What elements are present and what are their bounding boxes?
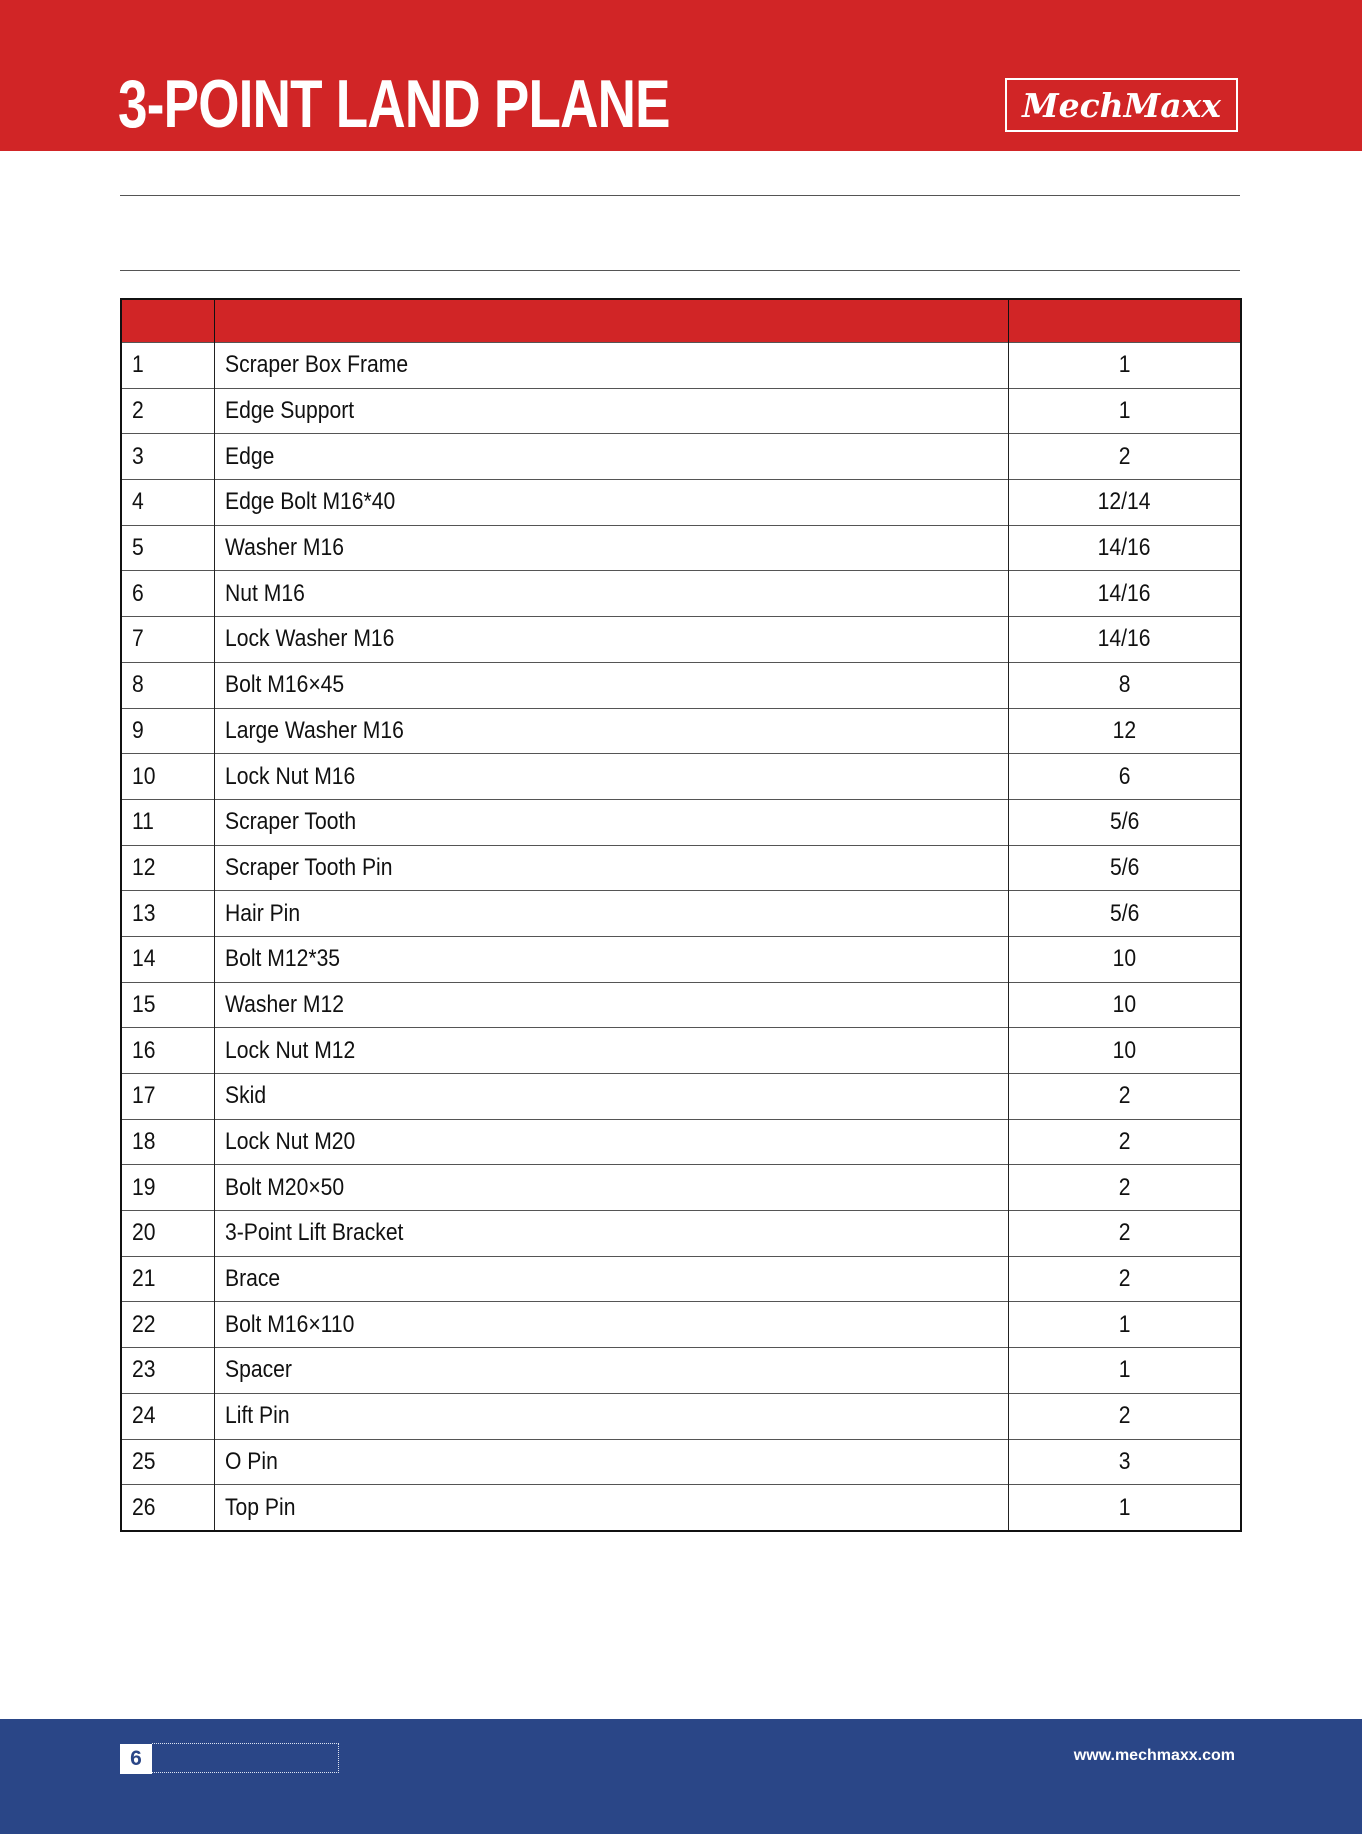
cell-qty bbox=[1008, 480, 1241, 526]
cell-qty-text: 2 bbox=[1118, 1173, 1131, 1201]
cell-no bbox=[121, 571, 214, 617]
cell-description-text: Edge Support bbox=[224, 397, 354, 425]
cell-description-text: Brace bbox=[224, 1265, 280, 1293]
cell-no bbox=[121, 388, 214, 434]
cell-qty bbox=[1008, 708, 1241, 754]
cell-description bbox=[214, 799, 1008, 845]
footer-bar bbox=[0, 1719, 1362, 1834]
cell-description-text: Large Washer M16 bbox=[224, 716, 404, 744]
cell-description-text: Edge bbox=[224, 442, 274, 470]
table-row bbox=[121, 388, 1241, 434]
cell-description bbox=[214, 617, 1008, 663]
cell-no-text: 15 bbox=[132, 990, 156, 1018]
table-row bbox=[121, 525, 1241, 571]
cell-no bbox=[121, 1165, 214, 1211]
cell-qty bbox=[1008, 434, 1241, 480]
cell-no-text: 19 bbox=[132, 1173, 156, 1201]
cell-qty-text: 10 bbox=[1112, 945, 1136, 973]
table-row bbox=[121, 480, 1241, 526]
cell-description bbox=[214, 1485, 1008, 1531]
cell-qty bbox=[1008, 343, 1241, 389]
page-number: 6 bbox=[120, 1744, 152, 1774]
cell-description-text: Edge Bolt M16*40 bbox=[224, 488, 395, 516]
brand-logo-text: MechMaxx bbox=[1022, 85, 1221, 125]
cell-no-text: 8 bbox=[132, 671, 144, 699]
cell-no-text: 9 bbox=[132, 716, 144, 744]
cell-no bbox=[121, 1348, 214, 1394]
divider-top bbox=[120, 195, 1240, 196]
cell-description-text: Top Pin bbox=[224, 1493, 295, 1521]
cell-description-text: 3-Point Lift Bracket bbox=[224, 1219, 403, 1247]
cell-description bbox=[214, 343, 1008, 389]
page-number-dotted-box bbox=[152, 1743, 339, 1773]
page-title: 3-POINT LAND PLANE bbox=[118, 66, 670, 142]
table-row bbox=[121, 891, 1241, 937]
cell-no bbox=[121, 1302, 214, 1348]
cell-no-text: 25 bbox=[132, 1447, 156, 1475]
cell-description-text: Bolt M16×45 bbox=[224, 671, 344, 699]
cell-description bbox=[214, 662, 1008, 708]
cell-no-text: 5 bbox=[132, 534, 144, 562]
cell-qty-text: 3 bbox=[1118, 1447, 1131, 1475]
cell-qty bbox=[1008, 1119, 1241, 1165]
cell-description-text: Spacer bbox=[224, 1356, 292, 1384]
cell-description bbox=[214, 525, 1008, 571]
cell-qty bbox=[1008, 1211, 1241, 1257]
cell-qty-text: 2 bbox=[1118, 1402, 1131, 1430]
cell-description-text: Washer M16 bbox=[224, 534, 344, 562]
cell-no-text: 4 bbox=[132, 488, 144, 516]
cell-qty bbox=[1008, 1302, 1241, 1348]
cell-qty bbox=[1008, 388, 1241, 434]
cell-no bbox=[121, 1485, 214, 1531]
table-row bbox=[121, 1485, 1241, 1531]
cell-no bbox=[121, 1393, 214, 1439]
cell-qty-text: 10 bbox=[1112, 990, 1136, 1018]
cell-description bbox=[214, 1439, 1008, 1485]
cell-no-text: 1 bbox=[132, 351, 144, 379]
cell-no bbox=[121, 434, 214, 480]
cell-no-text: 22 bbox=[132, 1310, 156, 1338]
cell-description bbox=[214, 1028, 1008, 1074]
cell-no bbox=[121, 845, 214, 891]
cell-no-text: 12 bbox=[132, 853, 156, 881]
cell-no bbox=[121, 617, 214, 663]
cell-description-text: Scraper Box Frame bbox=[224, 351, 408, 379]
parts-list-table bbox=[120, 298, 1242, 1532]
cell-qty bbox=[1008, 1393, 1241, 1439]
cell-description bbox=[214, 480, 1008, 526]
cell-description bbox=[214, 1256, 1008, 1302]
cell-no-text: 2 bbox=[132, 397, 144, 425]
cell-description-text: Hair Pin bbox=[224, 899, 300, 927]
cell-qty bbox=[1008, 571, 1241, 617]
cell-description-text: O Pin bbox=[224, 1447, 278, 1475]
cell-description-text: Lock Washer M16 bbox=[224, 625, 394, 653]
cell-no-text: 17 bbox=[132, 1082, 156, 1110]
table-row bbox=[121, 799, 1241, 845]
cell-qty bbox=[1008, 525, 1241, 571]
table-row bbox=[121, 343, 1241, 389]
table-row bbox=[121, 982, 1241, 1028]
table-row bbox=[121, 1302, 1241, 1348]
cell-qty bbox=[1008, 1028, 1241, 1074]
cell-description bbox=[214, 982, 1008, 1028]
cell-no bbox=[121, 343, 214, 389]
cell-qty-text: 12 bbox=[1112, 716, 1136, 744]
cell-description-text: Lock Nut M20 bbox=[224, 1128, 355, 1156]
cell-qty-text: 8 bbox=[1118, 671, 1131, 699]
cell-qty-text: 1 bbox=[1118, 351, 1131, 379]
cell-description bbox=[214, 434, 1008, 480]
cell-qty bbox=[1008, 982, 1241, 1028]
table-row bbox=[121, 434, 1241, 480]
cell-description-text: Nut M16 bbox=[224, 579, 305, 607]
cell-qty bbox=[1008, 845, 1241, 891]
cell-no-text: 26 bbox=[132, 1493, 156, 1521]
cell-no-text: 24 bbox=[132, 1402, 156, 1430]
divider-bottom bbox=[120, 270, 1240, 271]
table-row bbox=[121, 662, 1241, 708]
cell-qty bbox=[1008, 1439, 1241, 1485]
cell-no bbox=[121, 1028, 214, 1074]
column-header-qty bbox=[1008, 299, 1241, 343]
cell-description-text: Lock Nut M16 bbox=[224, 762, 355, 790]
parts-table-body bbox=[121, 343, 1241, 1531]
table-row bbox=[121, 1074, 1241, 1120]
cell-no-text: 6 bbox=[132, 579, 144, 607]
cell-description bbox=[214, 1119, 1008, 1165]
table-row bbox=[121, 1211, 1241, 1257]
table-header-row bbox=[121, 299, 1241, 343]
cell-qty-text: 14/16 bbox=[1097, 625, 1151, 653]
table-row bbox=[121, 1439, 1241, 1485]
cell-no bbox=[121, 662, 214, 708]
cell-qty-text: 2 bbox=[1118, 1265, 1131, 1293]
cell-qty bbox=[1008, 1074, 1241, 1120]
cell-no bbox=[121, 1439, 214, 1485]
cell-qty bbox=[1008, 799, 1241, 845]
cell-no bbox=[121, 936, 214, 982]
table-row bbox=[121, 617, 1241, 663]
cell-no-text: 3 bbox=[132, 442, 144, 470]
table-row bbox=[121, 1165, 1241, 1211]
cell-description-text: Bolt M16×110 bbox=[224, 1310, 354, 1338]
cell-qty-text: 14/16 bbox=[1097, 534, 1151, 562]
cell-no bbox=[121, 1074, 214, 1120]
cell-no bbox=[121, 525, 214, 571]
cell-no-text: 13 bbox=[132, 899, 156, 927]
cell-no-text: 11 bbox=[132, 808, 154, 836]
cell-description-text: Skid bbox=[224, 1082, 266, 1110]
cell-qty bbox=[1008, 1256, 1241, 1302]
cell-description-text: Bolt M12*35 bbox=[224, 945, 340, 973]
cell-qty-text: 14/16 bbox=[1097, 579, 1151, 607]
footer-website: www.mechmaxx.com bbox=[1073, 1747, 1235, 1764]
cell-description bbox=[214, 891, 1008, 937]
table-row bbox=[121, 845, 1241, 891]
table-row bbox=[121, 1028, 1241, 1074]
cell-description-text: Lift Pin bbox=[224, 1402, 290, 1430]
cell-qty bbox=[1008, 936, 1241, 982]
cell-qty-text: 2 bbox=[1118, 442, 1131, 470]
cell-description bbox=[214, 1074, 1008, 1120]
column-header-description bbox=[214, 299, 1008, 343]
cell-description-text: Bolt M20×50 bbox=[224, 1173, 344, 1201]
cell-no bbox=[121, 891, 214, 937]
cell-description-text: Scraper Tooth Pin bbox=[224, 853, 393, 881]
cell-description-text: Washer M12 bbox=[224, 990, 344, 1018]
cell-description bbox=[214, 845, 1008, 891]
cell-no bbox=[121, 1256, 214, 1302]
cell-no-text: 10 bbox=[132, 762, 156, 790]
table-row bbox=[121, 1119, 1241, 1165]
cell-qty bbox=[1008, 662, 1241, 708]
cell-no bbox=[121, 1119, 214, 1165]
cell-qty-text: 1 bbox=[1118, 1310, 1131, 1338]
cell-no-text: 16 bbox=[132, 1036, 156, 1064]
cell-no-text: 14 bbox=[132, 945, 156, 973]
cell-qty bbox=[1008, 1165, 1241, 1211]
cell-qty-text: 5/6 bbox=[1109, 853, 1139, 881]
cell-no-text: 20 bbox=[132, 1219, 156, 1247]
cell-qty-text: 2 bbox=[1118, 1219, 1131, 1247]
cell-description bbox=[214, 708, 1008, 754]
table-row bbox=[121, 708, 1241, 754]
cell-description bbox=[214, 1348, 1008, 1394]
cell-no-text: 23 bbox=[132, 1356, 156, 1384]
cell-description bbox=[214, 1302, 1008, 1348]
cell-qty-text: 5/6 bbox=[1109, 899, 1139, 927]
cell-qty-text: 1 bbox=[1118, 1356, 1131, 1384]
cell-description bbox=[214, 754, 1008, 800]
cell-description bbox=[214, 388, 1008, 434]
cell-qty bbox=[1008, 617, 1241, 663]
table-row bbox=[121, 571, 1241, 617]
cell-no bbox=[121, 708, 214, 754]
cell-qty-text: 5/6 bbox=[1109, 808, 1139, 836]
table-row bbox=[121, 1348, 1241, 1394]
cell-description bbox=[214, 1211, 1008, 1257]
cell-no bbox=[121, 754, 214, 800]
cell-qty-text: 10 bbox=[1112, 1036, 1136, 1064]
cell-no bbox=[121, 799, 214, 845]
brand-logo bbox=[1005, 78, 1238, 132]
cell-qty-text: 1 bbox=[1118, 1493, 1131, 1521]
table-row bbox=[121, 1256, 1241, 1302]
cell-no bbox=[121, 982, 214, 1028]
cell-description-text: Scraper Tooth bbox=[224, 808, 356, 836]
table-row bbox=[121, 1393, 1241, 1439]
cell-description-text: Lock Nut M12 bbox=[224, 1036, 355, 1064]
cell-qty bbox=[1008, 754, 1241, 800]
cell-description bbox=[214, 1393, 1008, 1439]
table-row bbox=[121, 936, 1241, 982]
cell-no-text: 18 bbox=[132, 1128, 156, 1156]
cell-qty-text: 12/14 bbox=[1097, 488, 1151, 516]
column-header-no bbox=[121, 299, 214, 343]
cell-no-text: 7 bbox=[132, 625, 144, 653]
table-row bbox=[121, 754, 1241, 800]
cell-qty bbox=[1008, 891, 1241, 937]
cell-qty-text: 6 bbox=[1118, 762, 1131, 790]
cell-description bbox=[214, 571, 1008, 617]
cell-description bbox=[214, 1165, 1008, 1211]
cell-qty bbox=[1008, 1485, 1241, 1531]
cell-no bbox=[121, 480, 214, 526]
cell-no bbox=[121, 1211, 214, 1257]
cell-qty-text: 2 bbox=[1118, 1082, 1131, 1110]
cell-no-text: 21 bbox=[132, 1265, 156, 1293]
cell-qty-text: 2 bbox=[1118, 1128, 1131, 1156]
cell-qty-text: 1 bbox=[1118, 397, 1131, 425]
cell-qty bbox=[1008, 1348, 1241, 1394]
cell-description bbox=[214, 936, 1008, 982]
